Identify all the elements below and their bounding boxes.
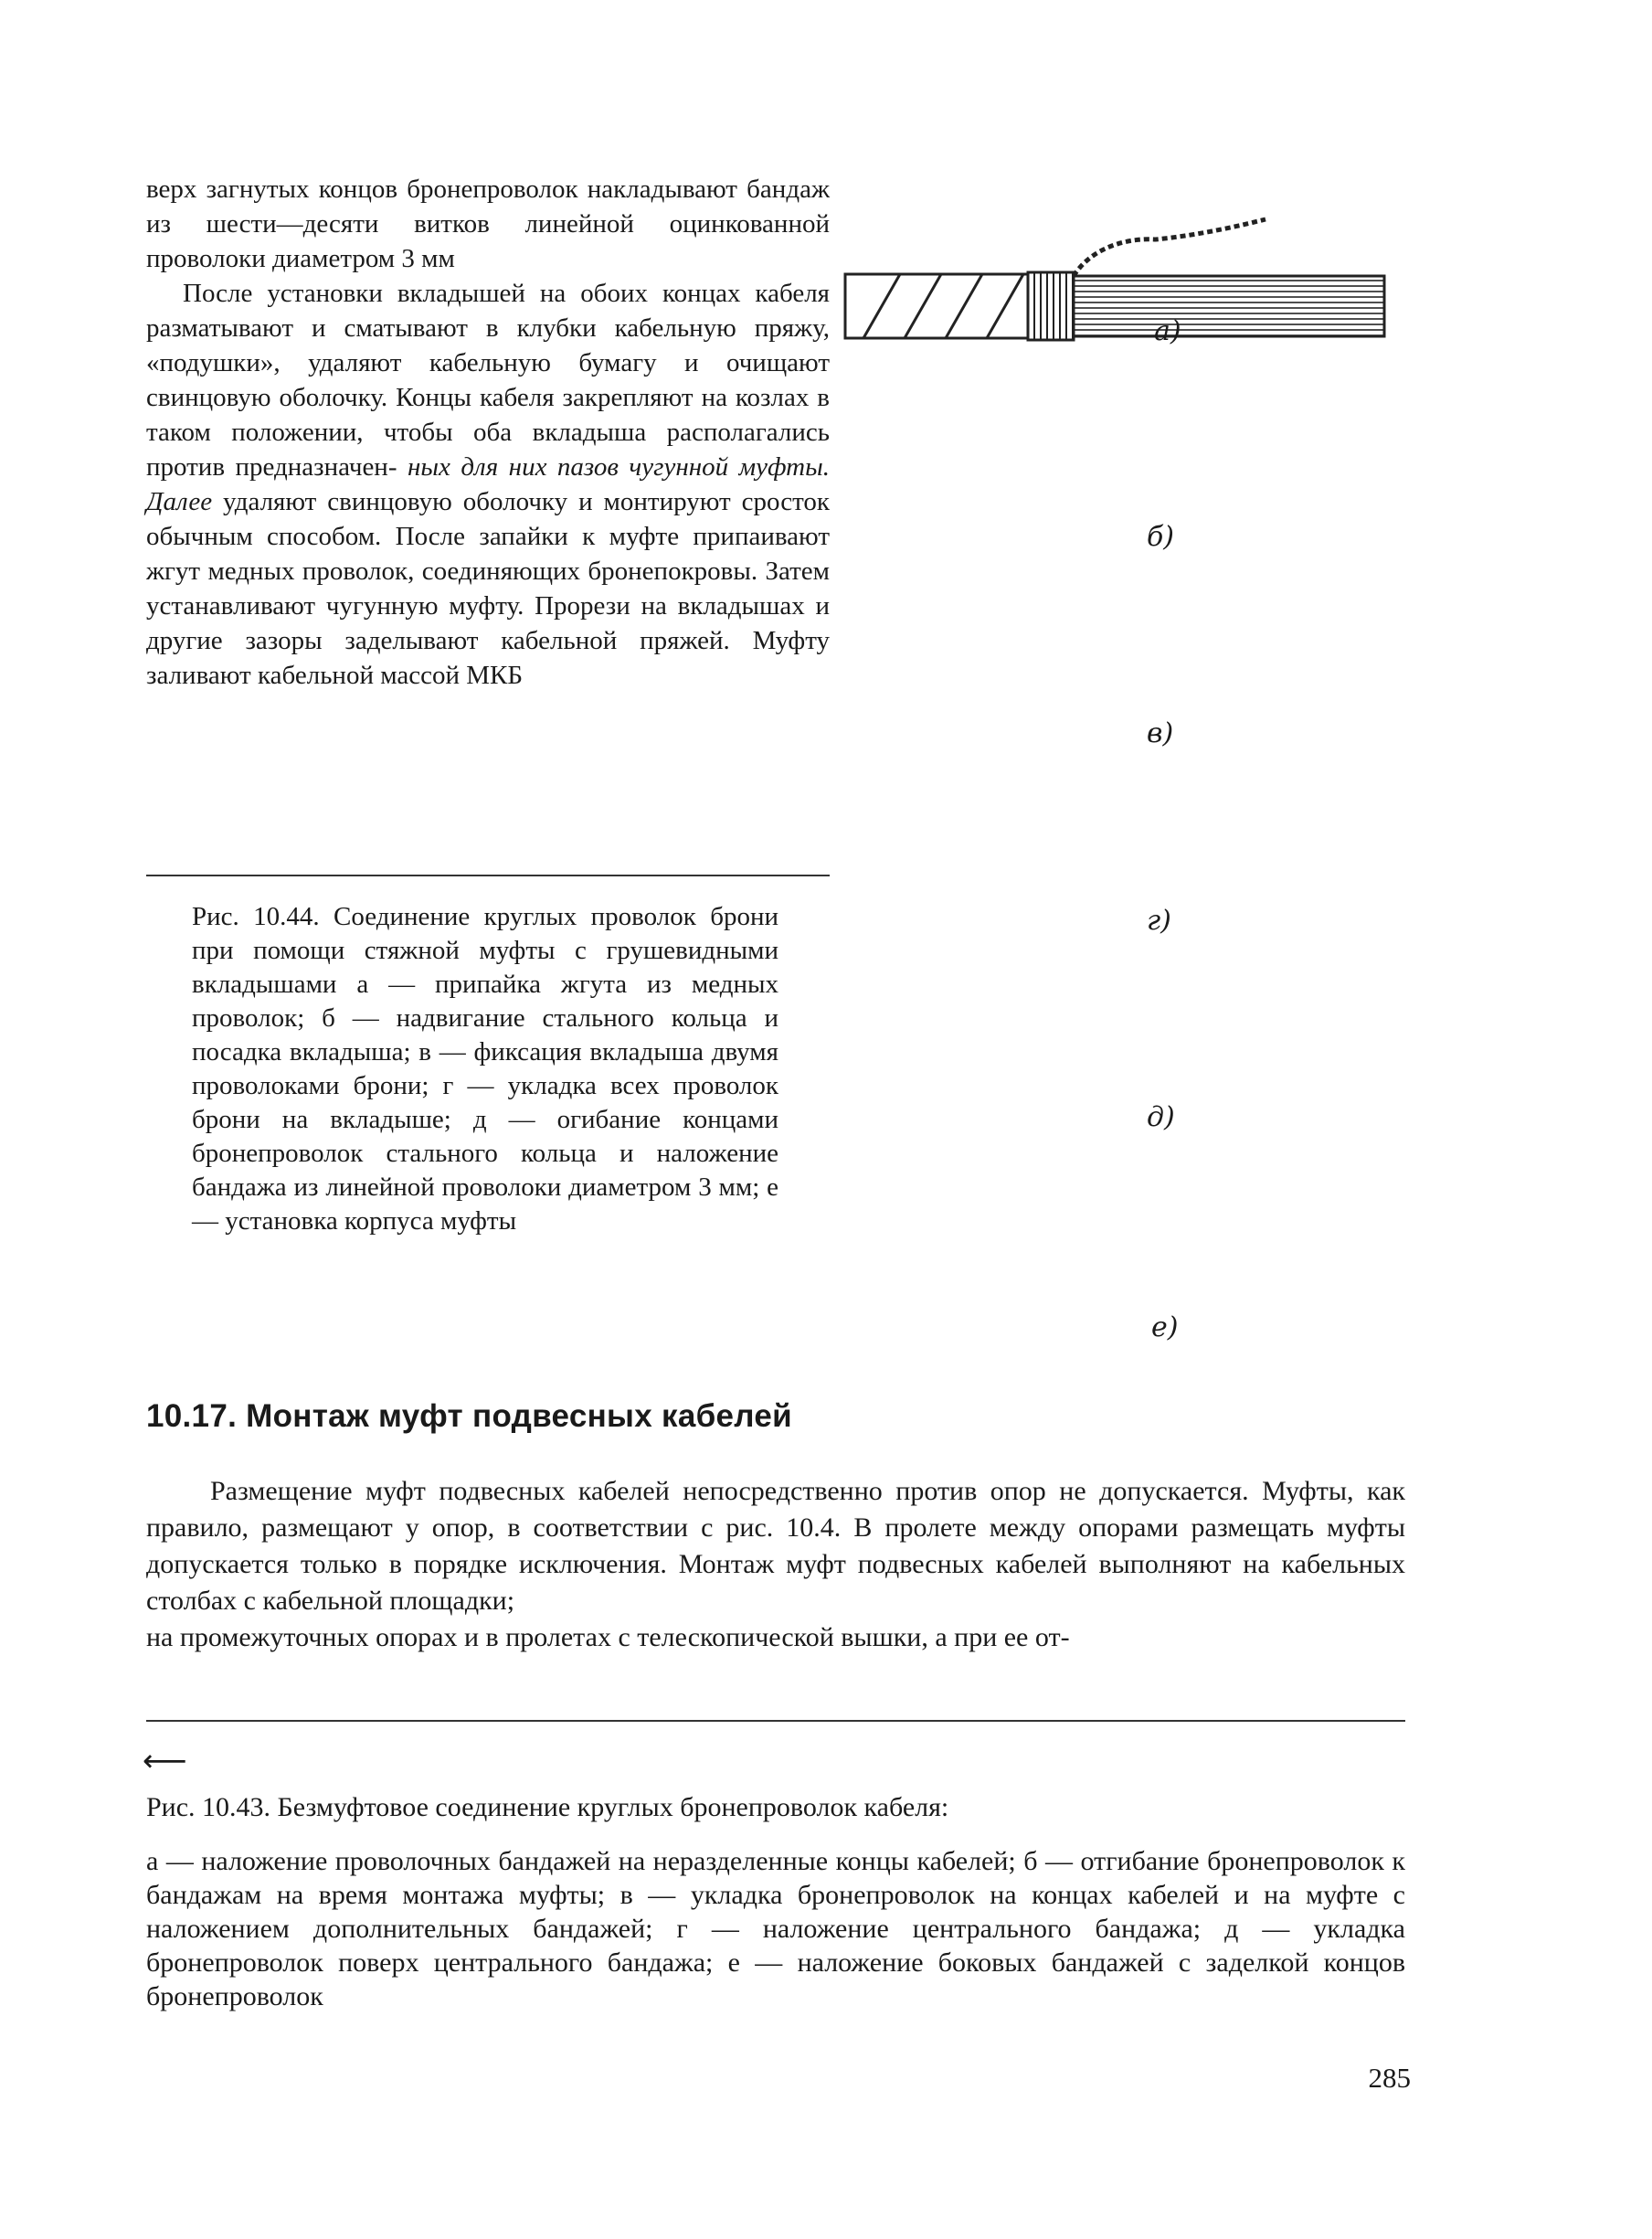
cable-drawings xyxy=(827,201,1412,1353)
back-arrow-icon: ⟵ xyxy=(143,1743,187,1779)
left-paragraph-2-rest: удаляют свинцовую оболочку и монтируют сросток обычным способом. После запайки к муфте припаивают жгут медных проволок, соединяющих бронепокровы. Затем устанавливают чугунную муфту. Прорези на вкладышах и другие зазоры заделывают кабельной пряжей. Муфту заливают кабельной массой МКБ xyxy=(146,487,830,690)
page-number: 285 xyxy=(1368,2062,1411,2094)
label-b: б) xyxy=(1147,521,1175,553)
section-body xyxy=(146,1473,1405,1656)
left-paragraph-2 xyxy=(146,276,830,693)
figure-10-43-caption-title: Рис. 10.43. Безмуфтовое соединение круглых бронепроволок кабеля: xyxy=(146,1792,949,1822)
figure-10-43-caption-body: а — наложение проволочных бандажей на неразделенные концы кабелей; б — отгибание бронепроволок к бандажам на время монтажа муфты; в — укладка бронепроволок на концах кабелей и на муфте с наложением дополнительных бандажей; г — наложение центрального бандажа; д — укладка бронепроволок поверх центрального бандажа; е — наложение боковых бандажей с заделкой концов бронепроволок xyxy=(146,1846,1405,2011)
label-f: е) xyxy=(1151,1311,1179,1343)
left-paragraph-1: верх загнутых концов бронепроволок накладывают бандаж из шести—десяти витков линейной оцинкованной проволоки диаметром 3 мм xyxy=(146,175,830,273)
label-a: а) xyxy=(1154,315,1181,347)
left-column-text xyxy=(146,172,830,693)
caption-divider xyxy=(146,875,830,876)
figure-10-43-illustrations xyxy=(827,201,1412,1353)
figure-10-44-caption: Рис. 10.44. Соединение круглых проволок брони при помощи стяжной муфты с грушевидными вкладышами а — припайка жгута из медных проволок; б — надвигание стального кольца и посадка вкладыша; в — фиксация вкладыша двумя проволоками брони; г — укладка всех проволок брони на вкладыше; д — огибание концами бронепроволок стального кольца и наложение бандажа из линейной проволоки диаметром 3 мм; е — установка корпуса муфты xyxy=(192,902,778,1236)
label-c: в) xyxy=(1147,717,1174,749)
body-paragraph-2: на промежуточных опорах и в пролетах с телескопической вышки, а при ее от- xyxy=(146,1622,1070,1652)
label-d: г) xyxy=(1147,905,1171,937)
section-heading: 10.17. Монтаж муфт подвесных кабелей xyxy=(146,1398,792,1434)
left-paragraph-2-normal: После установки вкладышей на обоих концах кабеля разматывают и сматывают в клубки кабельную пряжу, «подушки», удаляют кабельную бумагу и очищают свинцовую оболочку. Концы кабеля закрепляют на козлах в таком положении, чтобы оба вкладыша располагались против предназначен- xyxy=(146,279,830,482)
body-paragraph-1: Размещение муфт подвесных кабелей непосредственно против опор не допускается. Муфты, как правило, размещают у опор, в соответствии с рис. 10.4. В пролете между опорами размещать муфты допускается только в порядке исключения. Монтаж муфт подвесных кабелей выполняют на кабельных столбах с кабельной площадки; xyxy=(146,1476,1405,1616)
footnote-divider xyxy=(146,1720,1405,1722)
drawing-a xyxy=(845,219,1384,340)
left-paragraph-2-italic: ных для них пазов чугунной муфты. Далее xyxy=(146,452,831,516)
label-e: д) xyxy=(1147,1101,1175,1133)
